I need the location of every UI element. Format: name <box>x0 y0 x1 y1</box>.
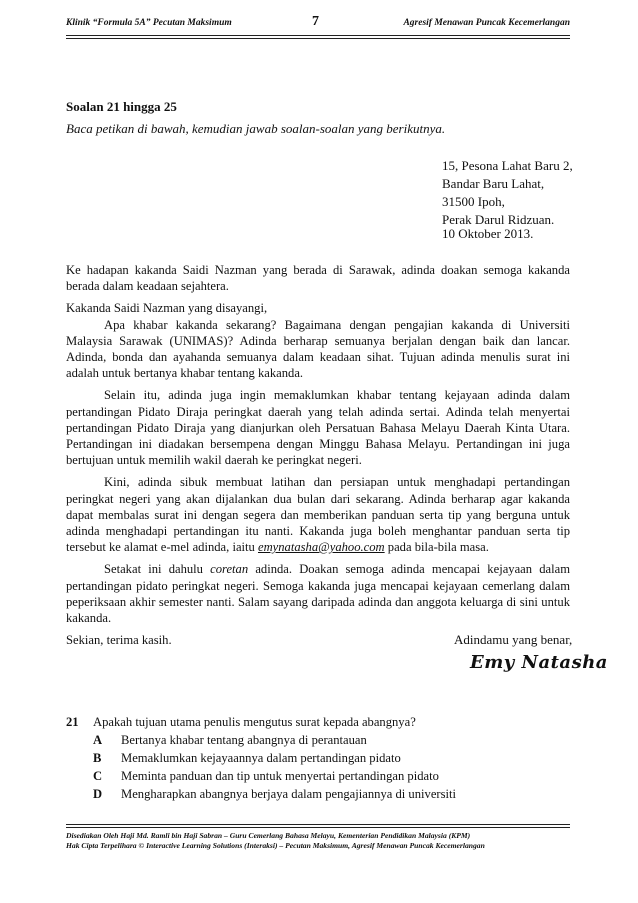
salutation: Kakanda Saidi Nazman yang disayangi, <box>66 301 268 316</box>
sender-address <box>442 157 573 229</box>
question-row <box>66 715 570 733</box>
footer-line-2: Hak Cipta Terpelihara © Interactive Learning Solutions (Interaksi) – Pecutan Maksimum, Agresif Menawan Puncak Kecemerlangan <box>66 841 485 850</box>
option-text: Memaklumkan kejayaannya dalam pertandingan pidato <box>121 751 401 765</box>
header-rule <box>66 35 570 36</box>
option-d[interactable] <box>66 787 570 805</box>
paragraph-3 <box>66 474 570 555</box>
option-b[interactable] <box>66 751 570 769</box>
address-line: Bandar Baru Lahat, <box>442 176 545 191</box>
header-rule-thin <box>66 38 570 39</box>
option-c[interactable] <box>66 769 570 787</box>
address-line: Perak Darul Ridzuan. <box>442 212 555 227</box>
paragraph-1: Apa khabar kakanda sekarang? Bagaimana dengan pengajian kakanda di Universiti Malaysia Sarawak (UNIMAS)? Adinda berharap semuanya berjalan dengan baik dan lancar. Adinda, bonda dan ayahanda semuanya dalam keadaan sihat. Tujuan adinda menulis surat ini adalah untuk bertanya khabar tentang kakanda. <box>66 317 570 381</box>
section-title: Soalan 21 hingga 25 <box>66 99 177 114</box>
page-header <box>66 12 570 32</box>
option-letter: A <box>93 733 103 747</box>
question-21 <box>66 715 570 805</box>
paragraph-3-text-end: pada bila-bila masa. <box>384 540 489 555</box>
email-link[interactable]: emynatasha@yahoo.com <box>257 540 385 555</box>
option-letter: C <box>93 769 103 783</box>
paragraph-4 <box>66 561 570 626</box>
footer-rule <box>66 827 570 828</box>
footer-line-1: Disediakan Oleh Haji Md. Ramli bin Haji Sabran – Guru Cemerlang Bahasa Melayu, Kementerian Pendidikan Malaysia (KPM) <box>66 831 471 840</box>
paragraph-4-text-end: adinda. Doakan semoga adinda mencapai kejayaan dalam pertandingan pidato peringkat negeri. Semoga kakanda juga mencapai kejayaan cemerlang dalam peperiksaan akhir semester nanti. Salam sayang daripada adinda dan anggota keluarga di sini untuk kakanda. <box>66 562 570 626</box>
signoff: Adindamu yang benar, <box>454 632 573 647</box>
section-instruction: Baca petikan di bawah, kemudian jawab soalan-soalan yang berikutnya. <box>66 121 446 136</box>
header-left-title: Klinik “Formula 5A” Pecutan Maksimum <box>66 18 232 28</box>
page-number: 7 <box>312 14 319 29</box>
letter-date: 10 Oktober 2013. <box>442 226 534 241</box>
page-footer <box>66 831 570 851</box>
option-a[interactable] <box>66 733 570 751</box>
paragraph-3-text: Kini, adinda sibuk membuat latihan dan persiapan untuk menghadapi pertandingan peringkat negeri yang akan dijalankan dua bulan dari sekarang. Adinda berharap agar kakanda dapat membalas surat ini dengan segera dan memberikan panduan serta tip yang berguna untuk adinda menghadapi pertandingan itu nanti. Kakanda juga boleh menghantar panduan serta tip tersebut ke alamat e-mel adinda, iaitu <box>66 475 570 555</box>
italic-word: coretan <box>210 562 249 577</box>
address-line: 31500 Ipoh, <box>442 194 505 209</box>
question-number: 21 <box>66 715 79 729</box>
option-letter: D <box>93 787 103 801</box>
address-line: 15, Pesona Lahat Baru 2, <box>442 158 573 173</box>
paragraph-2: Selain itu, adinda juga ingin memaklumkan khabar tentang kejayaan adinda dalam pertandingan Pidato Diraja peringkat daerah yang telah adinda sertai. Adinda telah menyertai pertandingan Pidato Diraja yang dianjurkan oleh Persatuan Bahasa Melayu Daerah Kinta Utara. Pertandingan ini diadakan bersempena dengan Minggu Bahasa Melayu. Pertandingan ini juga bertujuan untuk memilih wakil daerah ke peringkat negeri. <box>66 388 570 468</box>
closing: Sekian, terima kasih. <box>66 633 172 648</box>
option-text: Mengharapkan abangnya berjaya dalam pengajiannya di universiti <box>121 787 457 801</box>
option-text: Bertanya khabar tentang abangnya di perantauan <box>121 733 367 747</box>
footer-rule-thin <box>66 824 570 825</box>
letter-body <box>66 262 573 654</box>
option-text: Meminta panduan dan tip untuk menyertai pertandingan pidato <box>121 769 439 783</box>
question-text: Apakah tujuan utama penulis mengutus surat kepada abangnya? <box>93 715 416 729</box>
option-letter: B <box>93 751 102 765</box>
header-right-title: Agresif Menawan Puncak Kecemerlangan <box>403 18 570 28</box>
greeting-paragraph: Ke hadapan kakanda Saidi Nazman yang berada di Sarawak, adinda doakan semoga kakanda berada dalam keadaan sejahtera. <box>66 263 570 294</box>
paragraph-4-text: Setakat ini dahulu <box>104 562 211 577</box>
signature: Emy Natasha <box>470 652 608 673</box>
